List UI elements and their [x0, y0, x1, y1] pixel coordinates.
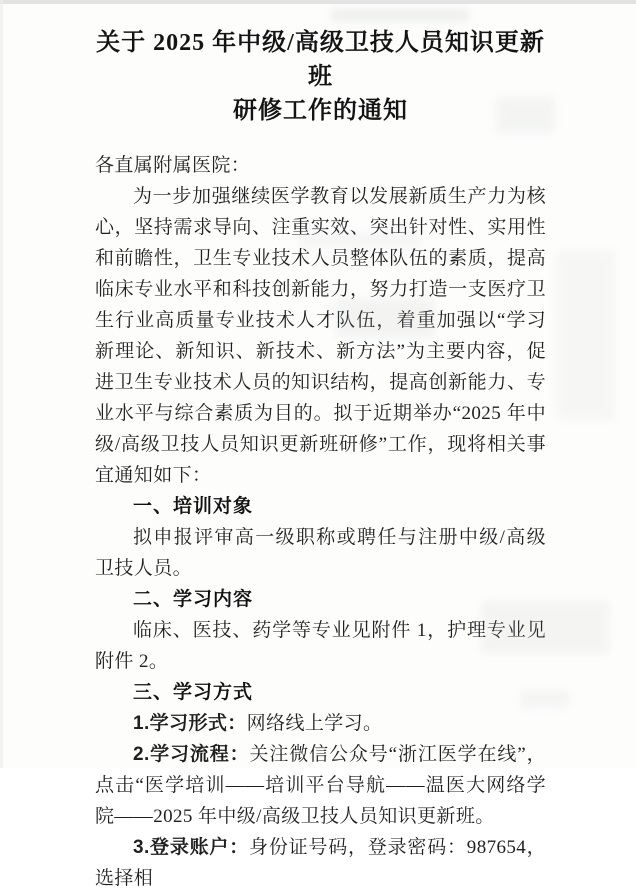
scan-edge-artifact [0, 0, 636, 4]
item-label: 1.学习形式： [133, 713, 247, 734]
bleed-through-artifact [556, 250, 616, 420]
item-text: 网络线上学习。 [246, 713, 383, 734]
section-heading-study-content: 二、学习内容 [133, 589, 254, 610]
item-text: 身份证号码，登录密码：987654，选择相 [95, 837, 546, 889]
document-title-line2: 研修工作的通知 [233, 98, 408, 124]
scan-edge-artifact [0, 0, 3, 768]
salutation: 各直属附属医院： [95, 155, 251, 176]
section-heading-training-target: 一、培训对象 [133, 496, 254, 517]
intro-paragraph: 为一步加强继续医学教育以发展新质生产力为核心，坚持需求导向、注重实效、突出针对性、实用性和前瞻性，卫生专业技术人员整体队伍的素质，提高临床专业水平和科技创新能力，努力打造一支医疗卫生行业高质量专业技术人才队伍，着重加强以“学习新理论、新知识、新技术、新方法”为主要内容，促进卫生专业技术人员的知识结构，提高创新能力、专业水平与综合素质为目的。拟于近期举办“2025 年中级/高级卫技人员知识更新班研修”工作，现将相关事宜通知如下： [95, 186, 546, 486]
bleed-through-artifact [330, 8, 470, 22]
section-heading-study-method: 三、学习方式 [133, 682, 254, 703]
item-label: 3.登录账户： [133, 837, 250, 858]
study-method-item-2 [95, 739, 546, 832]
item-text: 关注微信公众号“浙江医学在线”，点击“医学培训——培训平台导航——温医大网络学院——2025 年中级/高级卫技人员知识更新班。 [95, 744, 546, 827]
document-title-line1: 关于 2025 年中级/高级卫技人员知识更新班 [96, 30, 545, 90]
document-title [95, 24, 546, 128]
section-body-study-content: 临床、医技、药学等专业见附件 1，护理专业见附件 2。 [95, 620, 546, 672]
study-method-item-1 [95, 708, 546, 739]
section-body-training-target: 拟申报评审高一级职称或聘任与注册中级/高级卫技人员。 [95, 527, 546, 579]
study-method-item-3 [95, 832, 546, 894]
item-label: 2.学习流程： [133, 744, 250, 765]
